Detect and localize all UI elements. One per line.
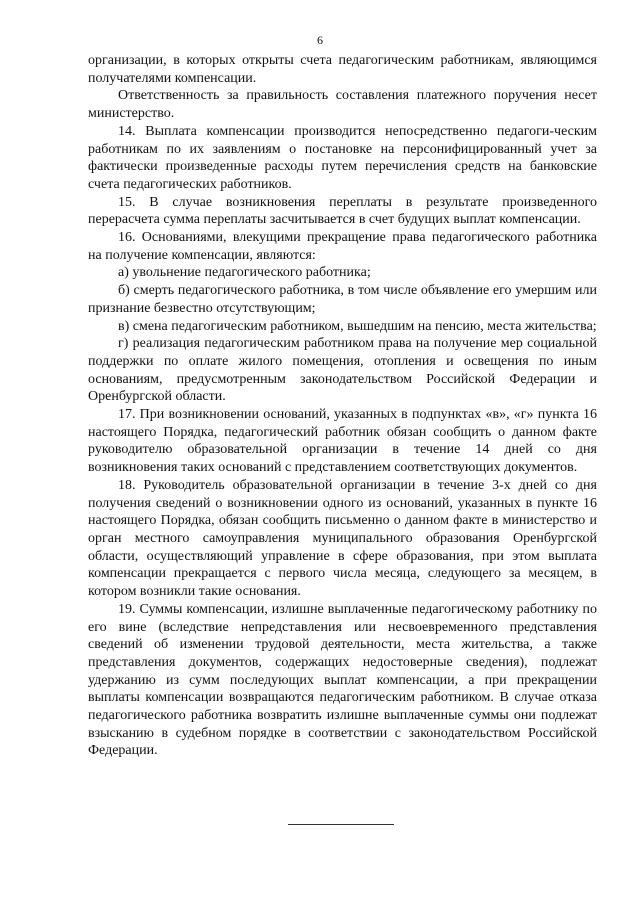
paragraph: 18. Руководитель образовательной организации в течение 3-х дней со дня получения сведений о возникновении одного из оснований, указанных в пункте 16 настоящего Порядка, обязан сообщить письменно о данном факте в министерство и орган местного самоуправления муниципального образования Оренбургской области, осуществляющий управление в сфере образования, при этом выплата компенсации прекращается с первого числа месяца, следующего за месяцем, в котором возникли такие основания. xyxy=(88,477,597,600)
document-body xyxy=(88,52,597,760)
paragraph: г) реализация педагогическим работником права на получение мер социальной поддержки по оплате жилого помещения, отопления и освещения по иным основаниям, предусмотренным законодательством Российской Федерации и Оренбургской области. xyxy=(88,336,597,405)
paragraph: б) смерть педагогического работника, в том числе объявление его умершим или признание безвестно отсутствующим; xyxy=(88,283,597,316)
paragraph: организации, в которых открыты счета педагогическим работникам, являющимся получателями компенсации. xyxy=(88,53,597,86)
paragraph: 17. При возникновении оснований, указанных в подпунктах «в», «г» пункта 16 настоящего Порядка, педагогический работник обязан сообщить о данном факте руководителю образовательной организации в течение 14 дней со дня возникновения таких оснований с представлением соответствующих документов. xyxy=(88,407,597,476)
paragraph: 19. Суммы компенсации, излишне выплаченные педагогическому работнику по его вине (вследствие непредставления или несвоевременного представления сведений об изменении трудовой деятельности, места жительства, а также представления документов, содержащих недостоверные сведения), подлежат удержанию из сумм последующих выплат компенсации, а при прекращении выплаты компенсации возвращаются педагогическим работником. В случае отказа педагогического работника возвратить излишне выплаченные суммы они подлежат взысканию в судебном порядке в соответствии с законодательством Российской Федерации. xyxy=(88,601,597,759)
end-divider-line xyxy=(288,824,394,825)
paragraph: 15. В случае возникновения переплаты в результате произведенного перерасчета сумма переплаты засчитывается в счет будущих выплат компенсации. xyxy=(88,194,597,228)
paragraph: Ответственность за правильность составления платежного поручения несет министерство. xyxy=(88,88,597,122)
paragraph: в) смена педагогическим работником, вышедшим на пенсию, места жительства; xyxy=(118,318,597,334)
paragraph: 16. Основаниями, влекущими прекращение права педагогического работника на получение компенсации, являются: xyxy=(88,230,597,263)
page-number: 6 xyxy=(317,33,323,47)
paragraph: 14. Выплата компенсации производится непосредственно педагоги-ческим работникам по их заявлениям о постановке на персонифицированный учет за фактически произведенные расходы путем перечисления средств на банковские счета педагогических работников. xyxy=(88,123,597,192)
paragraph: а) увольнение педагогического работника; xyxy=(118,265,371,281)
